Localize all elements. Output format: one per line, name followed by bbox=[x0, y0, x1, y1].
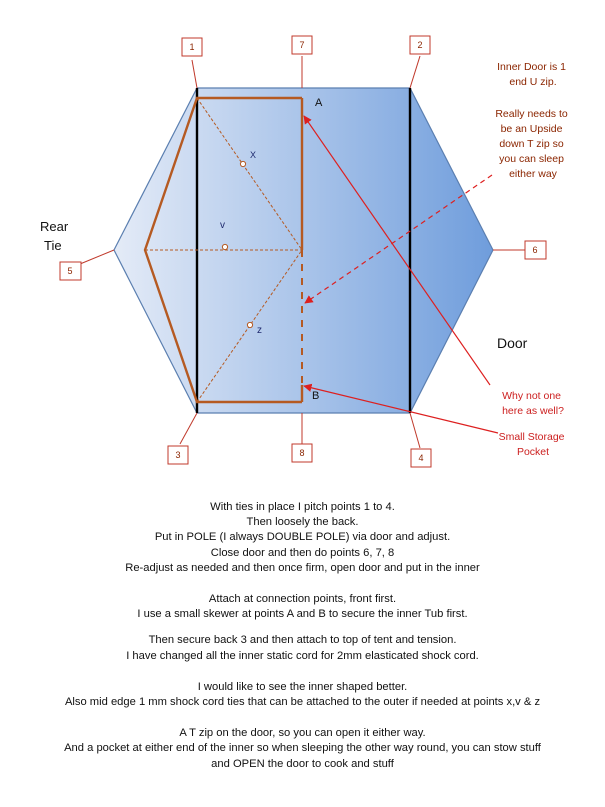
annotation-upside-down-zip: Really needs to be an Upside down T zip so you can sleep either way bbox=[495, 108, 568, 180]
note-line: And a pocket at either end of the inner so when sleeping the other way round, you can stow stuff bbox=[64, 742, 541, 755]
rear-tie-label-line2: Tie bbox=[44, 238, 62, 253]
notes-paragraph bbox=[0, 500, 605, 576]
notes-paragraph bbox=[0, 592, 605, 622]
note-line: Close door and then do points 6, 7, 8 bbox=[210, 546, 395, 559]
label-4: 4 bbox=[418, 453, 424, 463]
note-line: Then loosely the back. bbox=[246, 516, 359, 529]
door-label: Door bbox=[497, 335, 528, 351]
notes-paragraph bbox=[0, 633, 605, 663]
label-7: 7 bbox=[299, 40, 305, 50]
label-3: 3 bbox=[175, 450, 181, 460]
notes-paragraph bbox=[0, 680, 605, 710]
label-6: 6 bbox=[532, 245, 538, 255]
note-line: Also mid edge 1 mm shock cord ties that can be attached to the outer if needed at points x,v & z bbox=[64, 696, 541, 709]
tie-point-z bbox=[247, 322, 252, 327]
note-line: Attach at connection points, front first. bbox=[208, 593, 397, 606]
label-8: 8 bbox=[299, 448, 305, 458]
rear-tie-label-line1: Rear bbox=[40, 219, 69, 234]
note-line: I use a small skewer at points A and B to secure the inner Tub first. bbox=[137, 608, 468, 621]
label-b: B bbox=[312, 390, 320, 402]
tie-point-x bbox=[240, 161, 245, 166]
note-line: With ties in place I pitch points 1 to 4. bbox=[210, 501, 395, 513]
note-line: A T zip on the door, so you can open it either way. bbox=[179, 727, 426, 740]
pitching-notes bbox=[0, 500, 605, 783]
label-a: A bbox=[315, 97, 323, 109]
label-2: 2 bbox=[417, 40, 423, 50]
note-line: Then secure back 3 and then attach to top of tent and tension. bbox=[148, 634, 457, 647]
label-5: 5 bbox=[67, 266, 73, 276]
note-line: Put in POLE (I always DOUBLE POLE) via door and adjust. bbox=[154, 531, 451, 544]
label-1: 1 bbox=[189, 42, 195, 52]
annotation-storage-pocket: Small Storage Pocket bbox=[498, 431, 565, 458]
annotation-inner-door: Inner Door is 1 end U zip. bbox=[497, 61, 566, 88]
notes-paragraph bbox=[0, 726, 605, 772]
label-x: X bbox=[250, 150, 257, 160]
label-z: z bbox=[257, 325, 262, 336]
note-line: Re-adjust as needed and then once firm, open door and put in the inner bbox=[125, 561, 480, 574]
annotation-why-not: Why not one here as well? bbox=[502, 390, 564, 417]
label-v: v bbox=[220, 220, 225, 231]
note-line: and OPEN the door to cook and stuff bbox=[211, 757, 394, 770]
note-line: I have changed all the inner static cord for 2mm elasticated shock cord. bbox=[126, 649, 479, 662]
note-line: I would like to see the inner shaped better. bbox=[197, 680, 408, 693]
tie-point-v bbox=[222, 244, 227, 249]
